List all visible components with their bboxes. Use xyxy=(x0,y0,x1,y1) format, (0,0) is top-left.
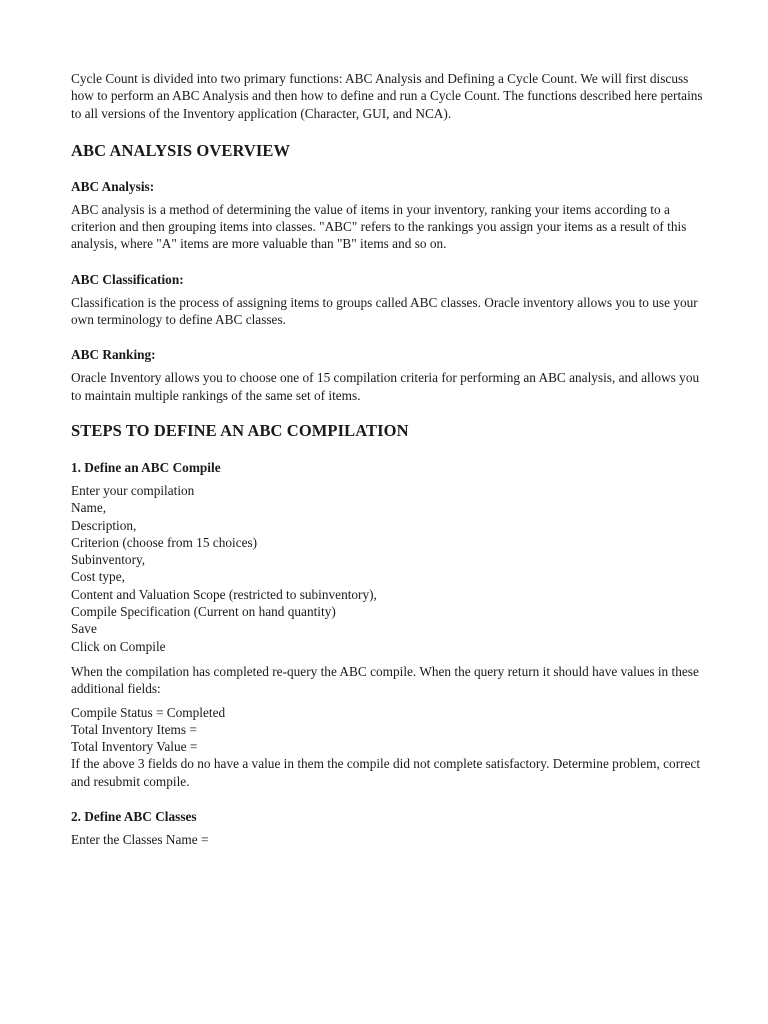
step-1-line: Name, xyxy=(71,500,107,516)
subheading-abc-analysis: ABC Analysis: xyxy=(71,178,155,194)
intro-paragraph: Cycle Count is divided into two primary functions: ABC Analysis and Defining a Cycle Count. We will first discuss how to perform an ABC Analysis and then how to define and run a Cycle Count. The functions described here pertains to all versions of the Inventory application (Character, GUI, and NCA). xyxy=(71,71,703,121)
step-1-line: Content and Valuation Scope (restricted to subinventory), xyxy=(71,586,377,602)
compile-fields xyxy=(71,704,711,790)
step-1-line: Subinventory, xyxy=(71,552,146,568)
step-1-line: Enter your compilation xyxy=(71,482,195,498)
document-body xyxy=(71,70,711,848)
compile-field-line: Compile Status = Completed xyxy=(71,704,226,720)
requery-paragraph: When the compilation has completed re-query the ABC compile. When the query return it should have values in these additional fields: xyxy=(71,663,699,697)
section-heading-steps: STEPS TO DEFINE AN ABC COMPILATION xyxy=(71,420,409,440)
compile-field-line: Total Inventory Value = xyxy=(71,739,198,755)
subheading-abc-classification: ABC Classification: xyxy=(71,271,184,287)
step-1-line: Click on Compile xyxy=(71,638,166,654)
step-1-line: Cost type, xyxy=(71,569,125,585)
step-2-line: Enter the Classes Name = xyxy=(71,832,209,848)
step-1-line: Criterion (choose from 15 choices) xyxy=(71,534,258,550)
step-1-line: Save xyxy=(71,621,97,637)
step-1-lines xyxy=(71,482,711,655)
section-heading-overview: ABC ANALYSIS OVERVIEW xyxy=(71,140,291,160)
paragraph-abc-classification: Classification is the process of assigning items to groups called ABC classes. Oracle inventory allows you to use your own terminology to define ABC classes. xyxy=(71,294,698,328)
step-2-title: 2. Define ABC Classes xyxy=(71,809,197,825)
subheading-abc-ranking: ABC Ranking: xyxy=(71,347,156,363)
step-1-line: Description, xyxy=(71,517,137,533)
paragraph-abc-analysis: ABC analysis is a method of determining the value of items in your inventory, ranking your items according to a criterion and then grouping items into classes. "ABC" refers to the rankings you assign your items as a result of this analysis, where "A" items are more valuable than "B" items and so on. xyxy=(71,201,687,252)
step-1-line: Compile Specification (Current on hand quantity) xyxy=(71,604,336,620)
paragraph-abc-ranking: Oracle Inventory allows you to choose one of 15 compilation criteria for performing an ABC analysis, and allows you to maintain multiple rankings of the same set of items. xyxy=(71,370,700,403)
step-1-title: 1. Define an ABC Compile xyxy=(71,459,221,475)
compile-field-line: Total Inventory Items = xyxy=(71,721,197,737)
compile-field-note: If the above 3 fields do no have a value in them the compile did not complete satisfactory. Determine problem, correct and resubmit compile. xyxy=(71,756,701,789)
